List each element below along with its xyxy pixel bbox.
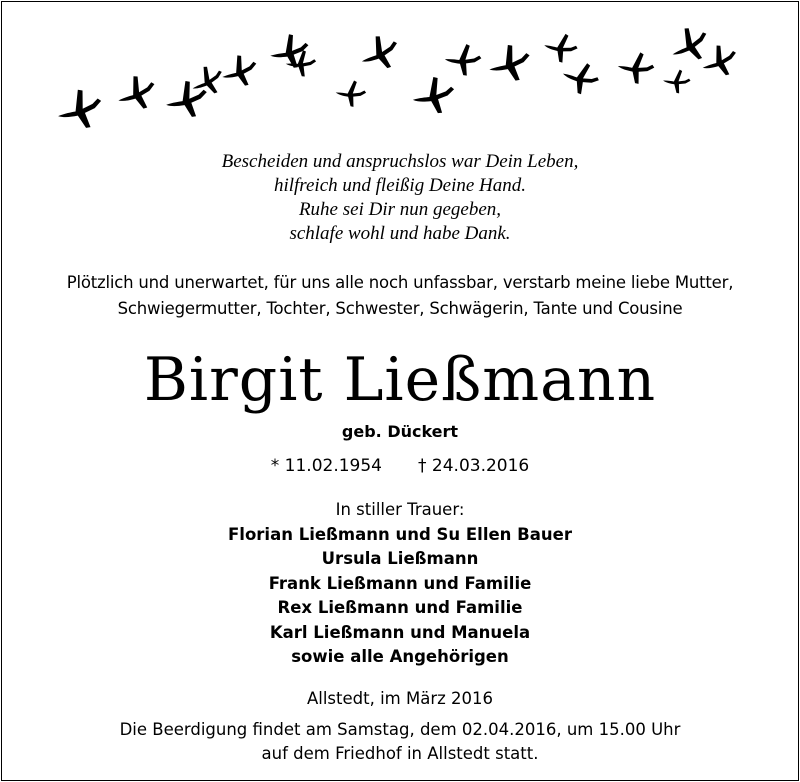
bird-silhouette — [541, 29, 580, 65]
funeral-info — [0, 718, 800, 766]
life-dates — [0, 453, 800, 479]
birth-date: * 11.02.1954 — [270, 456, 382, 476]
poem-line: Bescheiden und anspruchslos war Dein Leben, — [221, 151, 579, 172]
mourner-name: Karl Ließmann und Manuela — [269, 622, 531, 642]
bird-silhouette — [113, 72, 159, 115]
bird-silhouette — [54, 86, 105, 132]
mourner-name: Rex Ließmann und Familie — [277, 598, 523, 617]
deceased-name: Birgit Ließmann — [143, 345, 657, 415]
mourner-name: sowie alle Angehörigen — [291, 647, 509, 666]
bird-silhouette — [443, 41, 483, 77]
funeral-line: Die Beerdigung findet am Samstag, dem 02.04.2016, um 15.00 Uhr — [119, 720, 681, 739]
bird-silhouette — [558, 57, 602, 99]
bird-silhouette — [411, 75, 456, 115]
birth-name: geb. Dückert — [341, 422, 459, 441]
memorial-poem — [0, 150, 800, 246]
funeral-line: auf dem Friedhof in Allstedt statt. — [261, 744, 539, 763]
poem-line: schlafe wohl und habe Dank. — [289, 223, 511, 244]
mourners-section — [0, 498, 800, 670]
death-announcement-text — [0, 270, 800, 322]
bird-silhouette — [698, 41, 741, 80]
mourner-name: Florian Ließmann und Su Ellen Bauer — [228, 524, 572, 544]
intro-line: Plötzlich und unerwartet, für uns alle noch unfassbar, verstarb meine liebe Mutter, — [66, 273, 734, 292]
place-and-date: Allstedt, im März 2016 — [306, 689, 494, 708]
bird-silhouette — [665, 22, 714, 68]
bird-silhouette — [356, 31, 404, 75]
mourners-heading: In stiller Trauer: — [335, 500, 465, 519]
flying-birds-illustration — [0, 0, 800, 140]
mourner-name: Ursula Ließmann — [321, 549, 479, 568]
intro-line: Schwiegermutter, Tochter, Schwester, Schwägerin, Tante und Cousine — [117, 299, 683, 318]
bird-silhouette — [187, 62, 228, 100]
poem-line: hilfreich und fleißig Deine Hand. — [273, 175, 527, 196]
mourners-list — [0, 523, 800, 670]
bird-silhouette — [661, 67, 692, 95]
bird-silhouette — [334, 78, 368, 109]
bird-silhouette — [219, 52, 261, 90]
mourner-name: Frank Ließmann und Familie — [268, 573, 532, 593]
bird-silhouette — [615, 48, 657, 86]
poem-line: Ruhe sei Dir nun gegeben, — [298, 199, 502, 220]
death-date: † 24.03.2016 — [418, 456, 530, 476]
bird-silhouette — [486, 42, 534, 85]
